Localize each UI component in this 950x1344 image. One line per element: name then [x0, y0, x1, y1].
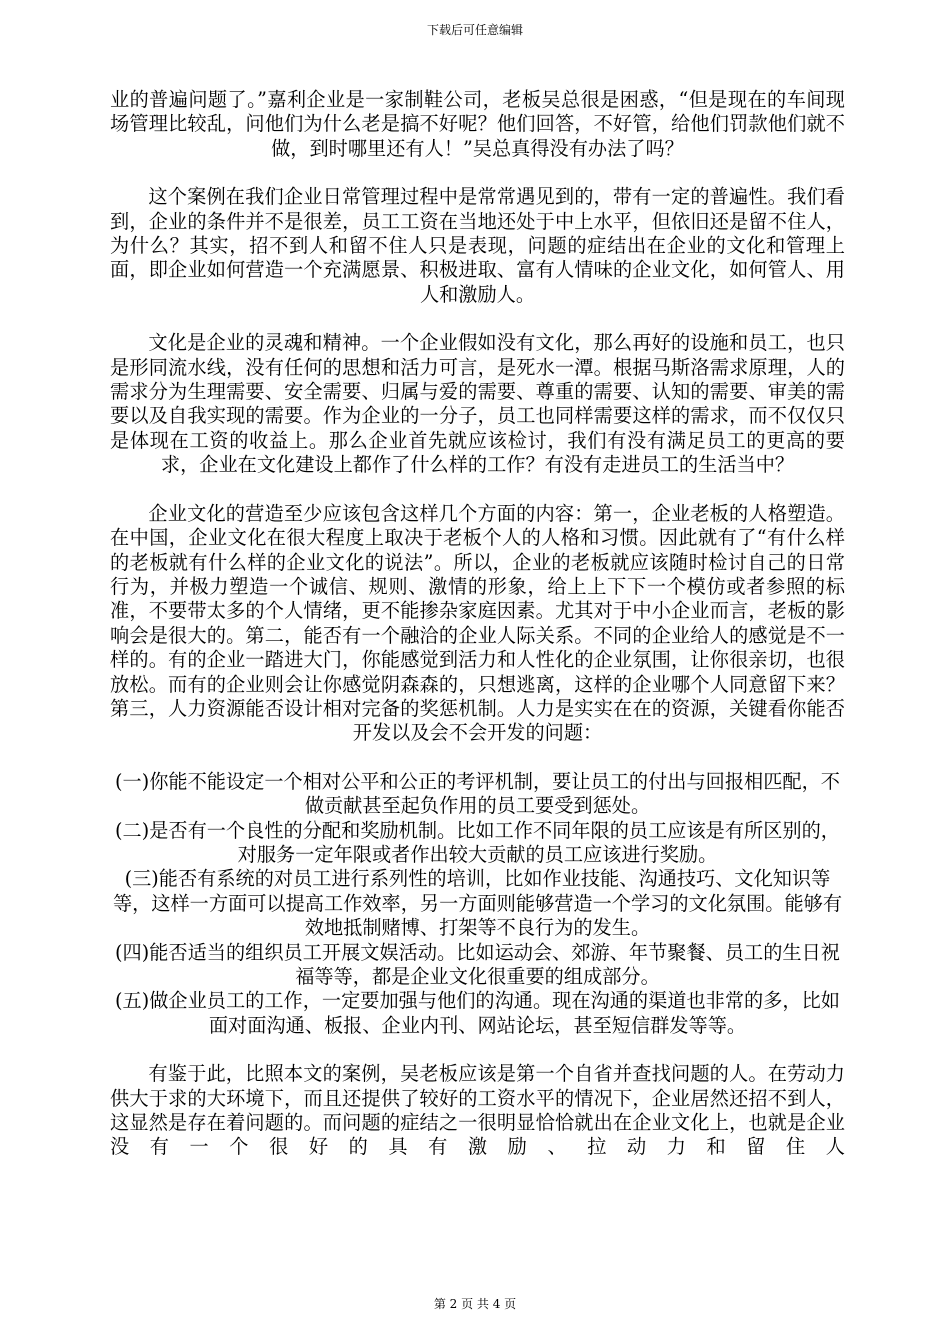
page-footer: 第 2 页 共 4 页 [433, 1297, 517, 1311]
page-header: 下载后可任意编辑 [426, 23, 523, 37]
document-body [110, 88, 845, 1160]
paragraph-3: 文化是企业的灵魂和精神。一个企业假如没有文化，那么再好的设施和员工，也只是形同流水线，没有任何的思想和活力可言，是死水一潭。根据马斯洛需求原理，人的需求分为生理需要、安全需要、归属与爱的需要、尊重的需要、认知的需要、审美的需要以及自我实现的需要。作为企业的一分子，员工也同样需要这样的需求，而不仅仅只是体现在工资的收益上。那么企业首先就应该检讨，我们有没有满足员工的更高的要求，企业在文化建设上都作了什么样的工作？有没有走进员工的生活当中？ [110, 331, 845, 477]
paragraph-4: 企业文化的营造至少应该包含这样几个方面的内容：第一，企业老板的人格塑造。在中国，企业文化在很大程度上取决于老板个人的人格和习惯。因此就有了“有什么样的老板就有什么样的企业文化的说法”。所以，企业的老板就应该随时检讨自己的日常行为，并极力塑造一个诚信、规则、激情的形象，给上上下下一个模仿或者参照的标准，不要带太多的个人情绪，更不能掺杂家庭因素。尤其对于中小企业而言，老板的影响会是很大的。第二，能否有一个融洽的企业人际关系。不同的企业给人的感觉是不一样的。有的企业一踏进大门，你能感觉到活力和人性化的企业氛围，让你很亲切，也很放松。而有的企业则会让你感觉阴森森的，只想逃离，这样的企业哪个人同意留下来？第三，人力资源能否设计相对完备的奖惩机制。人力是实实在在的资源，关键看你能否开发以及会不会开发的问题： [110, 501, 845, 745]
list-item-3: (三)能否有系统的对员工进行系列性的培训，比如作业技能、沟通技巧、文化知识等等，这样一方面可以提高工作效率，另一方面则能够营造一个学习的文化氛围。能够有效地抵制赌博、打架等不良行为的发生。 [112, 867, 843, 940]
list-item-5: (五)做企业员工的工作，一定要加强与他们的沟通。现在沟通的渠道也非常的多，比如面对面沟通、板报、企业内刊、网站论坛，甚至短信群发等等。 [115, 989, 840, 1037]
paragraph-1: 业的普遍问题了。”嘉利企业是一家制鞋公司，老板吴总很是困惑，“但是现在的车间现场管理比较乱，问他们为什么老是搞不好呢？他们回答，不好管，给他们罚款他们就不做，到时哪里还有人！”吴总真得没有办法了吗？ [110, 88, 845, 160]
list-item-1: (一)你能不能设定一个相对公平和公正的考评机制，要让员工的付出与回报相匹配，不做贡献甚至起负作用的员工要受到惩处。 [115, 769, 840, 818]
paragraph-2: 这个案例在我们企业日常管理过程中是常常遇见到的，带有一定的普遍性。我们看到，企业的条件并不是很差，员工工资在当地还处于中上水平，但依旧还是留不住人，为什么？其实，招不到人和留不住人只是表现，问题的症结出在企业的文化和管理上面，即企业如何营造一个充满愿景、积极进取、富有人情味的企业文化，如何管人、用人和激励人。 [110, 185, 845, 306]
paragraph-closing: 有鉴于此，比照本文的案例，吴老板应该是第一个自省并查找问题的人。在劳动力供大于求的大环境下，而且还提供了较好的工资水平的情况下，企业居然还招不到人，这显然是存在着问题的。而问题的症结之一很明显恰恰就出在企业文化上，也就是企业没有一个很好的具有激励、拉动力和留住人 [110, 1062, 845, 1159]
list-item-4: (四)能否适当的组织员工开展文娱活动。比如运动会、郊游、年节聚餐、员工的生日祝福等等，都是企业文化很重要的组成部分。 [115, 940, 840, 988]
list-item-2: (二)是否有一个良性的分配和奖励机制。比如工作不同年限的员工应该是有所区别的，对服务一定年限或者作出较大贡献的员工应该进行奖励。 [115, 818, 840, 866]
